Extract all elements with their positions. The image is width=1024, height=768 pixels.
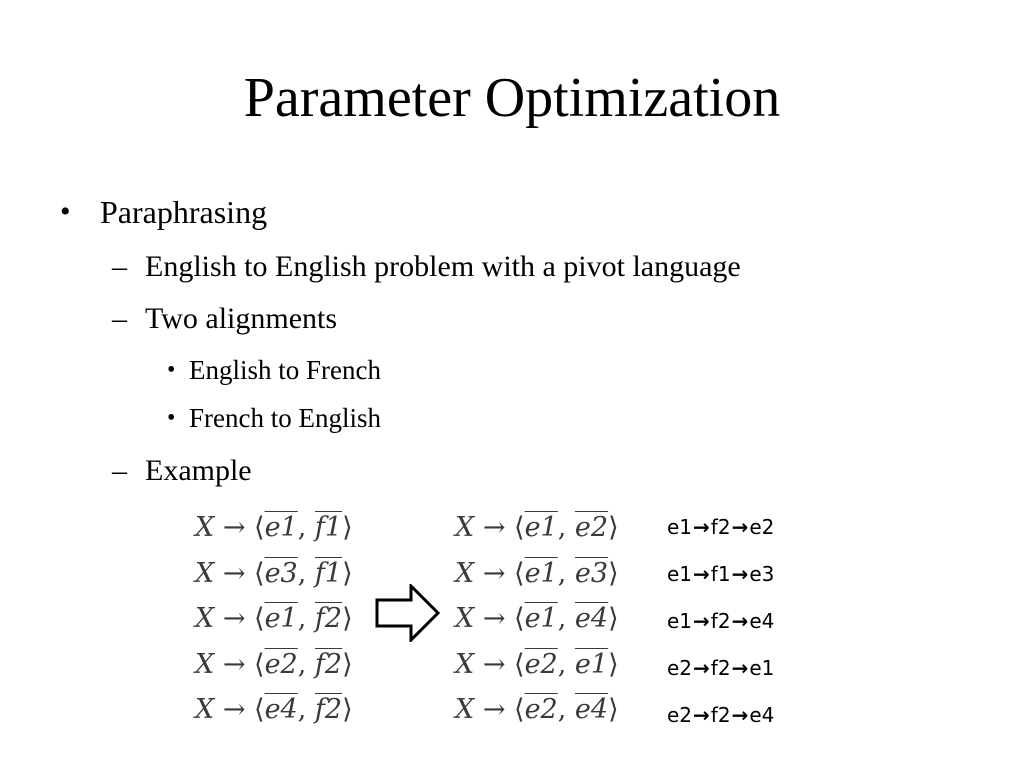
bullet-two-alignments xyxy=(112,300,337,338)
path-arrow: → xyxy=(731,656,749,680)
rule-close-bracket: ⟩ xyxy=(608,694,619,725)
rule-close-bracket: ⟩ xyxy=(342,512,353,543)
rule-nonterminal: X xyxy=(195,603,215,634)
rule-open-bracket: ⟨ xyxy=(514,649,525,680)
path-term: f2 xyxy=(710,703,731,727)
right-rule-1 xyxy=(455,511,619,545)
bullet-example xyxy=(112,452,252,490)
alignment-path-3 xyxy=(667,608,774,634)
path-arrow: → xyxy=(731,703,749,727)
rule-source-term: e4 xyxy=(264,694,298,725)
path-term: e3 xyxy=(749,562,775,586)
path-arrow: → xyxy=(693,515,710,539)
rule-target-term: e2 xyxy=(574,512,609,543)
rule-target-term: f1 xyxy=(314,512,343,543)
rule-close-bracket: ⟩ xyxy=(342,649,353,680)
rule-open-bracket: ⟨ xyxy=(514,512,525,543)
path-term: f1 xyxy=(710,562,731,586)
bullet-text: Paraphrasing xyxy=(100,194,268,230)
rule-target-term: e4 xyxy=(574,603,609,634)
left-rule-4 xyxy=(195,648,353,682)
path-term: e1 xyxy=(667,562,693,586)
path-arrow: → xyxy=(693,609,710,633)
rule-nonterminal: X xyxy=(195,558,215,589)
rule-close-bracket: ⟩ xyxy=(608,558,619,589)
rule-target-term: e3 xyxy=(574,558,609,589)
rule-arrow: → xyxy=(474,512,515,543)
slide-title: Parameter Optimization xyxy=(243,67,781,129)
dash-marker: – xyxy=(112,302,127,335)
rule-target-term: e1 xyxy=(574,649,609,680)
rule-comma: , xyxy=(557,694,575,725)
rule-close-bracket: ⟩ xyxy=(608,603,619,634)
rule-source-term: e3 xyxy=(264,558,298,589)
rule-comma: , xyxy=(557,603,575,634)
right-rule-3 xyxy=(455,602,619,636)
bullet-english-to-french xyxy=(167,353,381,387)
rule-comma: , xyxy=(557,512,575,543)
rule-nonterminal: X xyxy=(195,694,215,725)
rule-comma: , xyxy=(297,603,315,634)
alignment-path-4 xyxy=(667,655,774,681)
rule-target-term: e4 xyxy=(574,694,609,725)
dash-marker: – xyxy=(112,250,127,283)
path-term: f2 xyxy=(710,609,731,633)
rule-source-term: e1 xyxy=(524,512,558,543)
bullet-text: French to English xyxy=(189,403,381,433)
path-term: e1 xyxy=(749,656,775,680)
right-rule-5 xyxy=(455,693,619,727)
rule-arrow: → xyxy=(214,649,255,680)
rule-arrow: → xyxy=(214,603,255,634)
rule-nonterminal: X xyxy=(455,512,475,543)
left-rule-5 xyxy=(195,693,353,727)
path-term: e1 xyxy=(667,609,693,633)
path-arrow: → xyxy=(731,562,749,586)
rule-comma: , xyxy=(297,649,315,680)
rule-arrow: → xyxy=(214,558,255,589)
rule-source-term: e1 xyxy=(524,603,558,634)
rule-open-bracket: ⟨ xyxy=(254,558,265,589)
rule-nonterminal: X xyxy=(455,558,475,589)
rule-close-bracket: ⟩ xyxy=(608,649,619,680)
bullet-paraphrasing xyxy=(60,192,267,232)
rule-arrow: → xyxy=(474,603,515,634)
rule-source-term: e2 xyxy=(524,694,558,725)
path-term: e2 xyxy=(667,656,693,680)
rule-nonterminal: X xyxy=(195,512,215,543)
rule-source-term: e1 xyxy=(264,603,298,634)
rule-comma: , xyxy=(557,649,575,680)
bullet-text: English to English problem with a pivot language xyxy=(145,250,741,283)
path-arrow: → xyxy=(693,703,710,727)
path-term: e1 xyxy=(667,515,693,539)
rule-close-bracket: ⟩ xyxy=(342,558,353,589)
rule-target-term: f1 xyxy=(314,558,343,589)
rule-open-bracket: ⟨ xyxy=(254,603,265,634)
dash-marker: – xyxy=(112,454,127,487)
left-rule-2 xyxy=(195,557,353,591)
path-arrow: → xyxy=(693,656,710,680)
path-arrow: → xyxy=(693,562,710,586)
rule-close-bracket: ⟩ xyxy=(342,694,353,725)
rule-source-term: e1 xyxy=(524,558,558,589)
rule-source-term: e2 xyxy=(524,649,558,680)
rule-open-bracket: ⟨ xyxy=(254,512,265,543)
outlined-right-arrow-icon xyxy=(375,584,441,642)
rule-nonterminal: X xyxy=(455,603,475,634)
bullet-french-to-english xyxy=(167,401,381,435)
rule-open-bracket: ⟨ xyxy=(514,558,525,589)
right-rule-4 xyxy=(455,648,619,682)
rule-source-term: e2 xyxy=(264,649,298,680)
rule-comma: , xyxy=(297,558,315,589)
rule-nonterminal: X xyxy=(195,649,215,680)
rule-nonterminal: X xyxy=(455,694,475,725)
bullet-marker: • xyxy=(167,405,176,431)
path-arrow: → xyxy=(731,515,749,539)
rule-nonterminal: X xyxy=(455,649,475,680)
rule-arrow: → xyxy=(214,694,255,725)
left-rule-1 xyxy=(195,511,353,545)
bullet-text: Two alignments xyxy=(145,302,338,335)
path-term: f2 xyxy=(710,515,731,539)
rule-open-bracket: ⟨ xyxy=(254,649,265,680)
bullet-text: Example xyxy=(145,454,252,487)
rule-open-bracket: ⟨ xyxy=(514,603,525,634)
rule-target-term: f2 xyxy=(314,694,343,725)
alignment-path-2 xyxy=(667,561,774,587)
rule-open-bracket: ⟨ xyxy=(254,694,265,725)
rule-arrow: → xyxy=(474,694,515,725)
path-term: e2 xyxy=(749,515,775,539)
right-rule-2 xyxy=(455,557,619,591)
bullet-text: English to French xyxy=(189,355,381,385)
path-arrow: → xyxy=(731,609,749,633)
rule-close-bracket: ⟩ xyxy=(342,603,353,634)
rule-close-bracket: ⟩ xyxy=(608,512,619,543)
rule-source-term: e1 xyxy=(264,512,298,543)
path-term: e2 xyxy=(667,703,693,727)
path-term: e4 xyxy=(749,703,775,727)
path-term: e4 xyxy=(749,609,775,633)
left-rule-3 xyxy=(195,602,353,636)
rule-comma: , xyxy=(297,694,315,725)
alignment-path-5 xyxy=(667,702,774,728)
bullet-english-to-english xyxy=(112,248,741,286)
rule-open-bracket: ⟨ xyxy=(514,694,525,725)
rule-arrow: → xyxy=(474,558,515,589)
rule-target-term: f2 xyxy=(314,603,343,634)
rule-comma: , xyxy=(557,558,575,589)
rule-arrow: → xyxy=(474,649,515,680)
bullet-marker: • xyxy=(60,195,71,228)
rule-arrow: → xyxy=(214,512,255,543)
path-term: f2 xyxy=(710,656,731,680)
bullet-marker: • xyxy=(167,357,176,383)
alignment-path-1 xyxy=(667,514,774,540)
rule-comma: , xyxy=(297,512,315,543)
rule-target-term: f2 xyxy=(314,649,343,680)
